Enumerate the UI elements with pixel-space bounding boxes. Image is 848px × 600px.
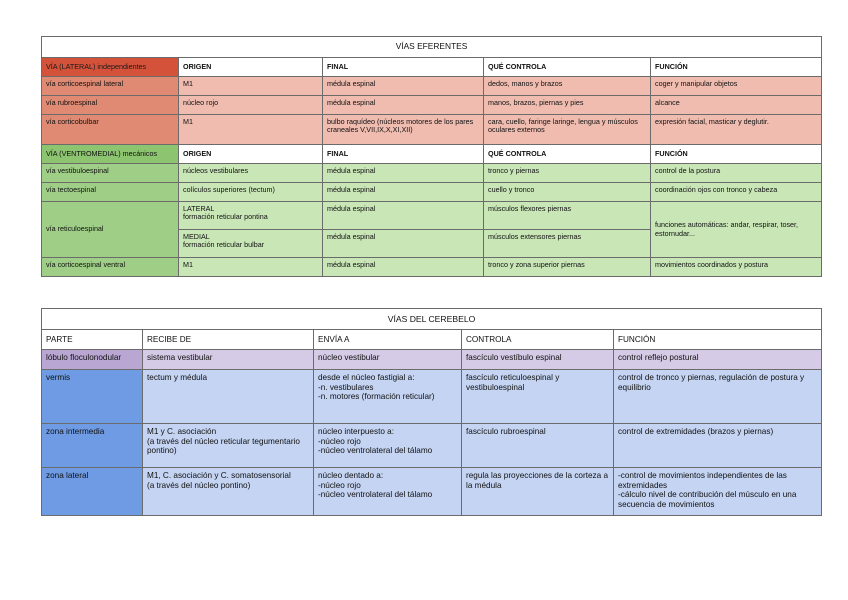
row-recibe: M1 y C. asociación (a través del núcleo reticular tegumentario pontino) [143,424,314,468]
row-controla: manos, brazos, piernas y pies [484,96,651,115]
row-final: bulbo raquídeo (núcleos motores de los pares craneales V,VII,IX,X,XI,XII) [323,115,484,145]
row-controla: tronco y piernas [484,164,651,183]
row-funcion: funciones automáticas: andar, respirar, toser, estornudar... [651,202,822,258]
row-final-medial: médula espinal [323,230,484,258]
table-row [42,202,822,230]
row-origen: colículos superiores (tectum) [179,183,323,202]
row-origen-medial: MEDIAL formación reticular bulbar [179,230,323,258]
row-controla: tronco y zona superior piernas [484,258,651,277]
row-name: vía corticobulbar [42,115,179,145]
row-recibe: tectum y médula [143,370,314,424]
header-recibe: RECIBE DE [143,330,314,350]
row-final: médula espinal [323,77,484,96]
table-row [42,183,822,202]
table-row [42,468,822,516]
header-parte: PARTE [42,330,143,350]
header-funcion: FUNCIÓN [651,145,822,164]
cerebellum-table-title: VÍAS DEL CEREBELO [42,309,822,330]
row-origen-lateral: LATERAL formación reticular pontina [179,202,323,230]
row-final: médula espinal [323,183,484,202]
row-controla: regula las proyecciones de la corteza a la médula [462,468,614,516]
row-controla: fascículo rubroespinal [462,424,614,468]
row-funcion: control de tronco y piernas, regulación de postura y equilibrio [614,370,822,424]
row-name: vía tectoespinal [42,183,179,202]
row-recibe: sistema vestibular [143,350,314,370]
row-controla: fascículo reticuloespinal y vestibuloespinal [462,370,614,424]
row-funcion: coger y manipular objetos [651,77,822,96]
row-origen: M1 [179,77,323,96]
row-funcion: expresión facial, masticar y deglutir. [651,115,822,145]
row-origen: M1 [179,115,323,145]
row-name: vía rubroespinal [42,96,179,115]
row-origen: núcleo rojo [179,96,323,115]
efferent-pathways-table [41,36,822,277]
row-funcion: -control de movimientos independientes de las extremidades -cálculo nivel de contribución del músculo en una secuencia de movimientos [614,468,822,516]
header-envia: ENVÍA A [314,330,462,350]
row-name: vía reticuloespinal [42,202,179,258]
header-controla: CONTROLA [462,330,614,350]
header-controla: QUÉ CONTROLA [484,145,651,164]
row-funcion: movimientos coordinados y postura [651,258,822,277]
table-row [42,77,822,96]
row-funcion: control de la postura [651,164,822,183]
row-parte: zona intermedia [42,424,143,468]
table-row [42,96,822,115]
row-origen: núcleos vestibulares [179,164,323,183]
row-funcion: coordinación ojos con tronco y cabeza [651,183,822,202]
row-envia: desde el núcleo fastigial a: -n. vestibulares -n. motores (formación reticular) [314,370,462,424]
row-name: vía corticoespinal ventral [42,258,179,277]
table-row [42,370,822,424]
table-row [42,424,822,468]
row-controla-medial: músculos extensores piernas [484,230,651,258]
header-funcion: FUNCIÓN [651,58,822,77]
row-controla-lateral: músculos flexores piernas [484,202,651,230]
header-final: FINAL [323,58,484,77]
efferent-table-title: VÍAS EFERENTES [42,37,822,58]
ventromedial-pathway-header: VÍA (VENTROMEDIAL) mecánicos [42,145,179,164]
row-funcion: alcance [651,96,822,115]
header-final: FINAL [323,145,484,164]
row-recibe: M1, C. asociación y C. somatosensorial (a través del núcleo pontino) [143,468,314,516]
row-funcion: control de extremidades (brazos y piernas) [614,424,822,468]
header-funcion: FUNCIÓN [614,330,822,350]
table-row [42,164,822,183]
row-envia: núcleo vestibular [314,350,462,370]
row-origen: M1 [179,258,323,277]
cerebellum-pathways-table [41,308,822,516]
row-envia: núcleo dentado a: -núcleo rojo -núcleo ventrolateral del tálamo [314,468,462,516]
header-origen: ORIGEN [179,145,323,164]
row-final: médula espinal [323,96,484,115]
row-name: vía corticoespinal lateral [42,77,179,96]
row-controla: fascículo vestíbulo espinal [462,350,614,370]
header-controla: QUÉ CONTROLA [484,58,651,77]
row-name: vía vestibuloespinal [42,164,179,183]
row-controla: cuello y tronco [484,183,651,202]
table-row [42,258,822,277]
lateral-pathway-header: VÍA (LATERAL) independientes [42,58,179,77]
row-controla: cara, cuello, faringe laringe, lengua y músculos oculares externos [484,115,651,145]
row-envia: núcleo interpuesto a: -núcleo rojo -núcleo ventrolateral del tálamo [314,424,462,468]
row-funcion: control reflejo postural [614,350,822,370]
table-row [42,115,822,145]
row-final: médula espinal [323,258,484,277]
row-parte: zona lateral [42,468,143,516]
row-parte: vermis [42,370,143,424]
row-controla: dedos, manos y brazos [484,77,651,96]
table-row [42,350,822,370]
row-final-lateral: médula espinal [323,202,484,230]
row-final: médula espinal [323,164,484,183]
header-origen: ORIGEN [179,58,323,77]
row-parte: lóbulo floculonodular [42,350,143,370]
